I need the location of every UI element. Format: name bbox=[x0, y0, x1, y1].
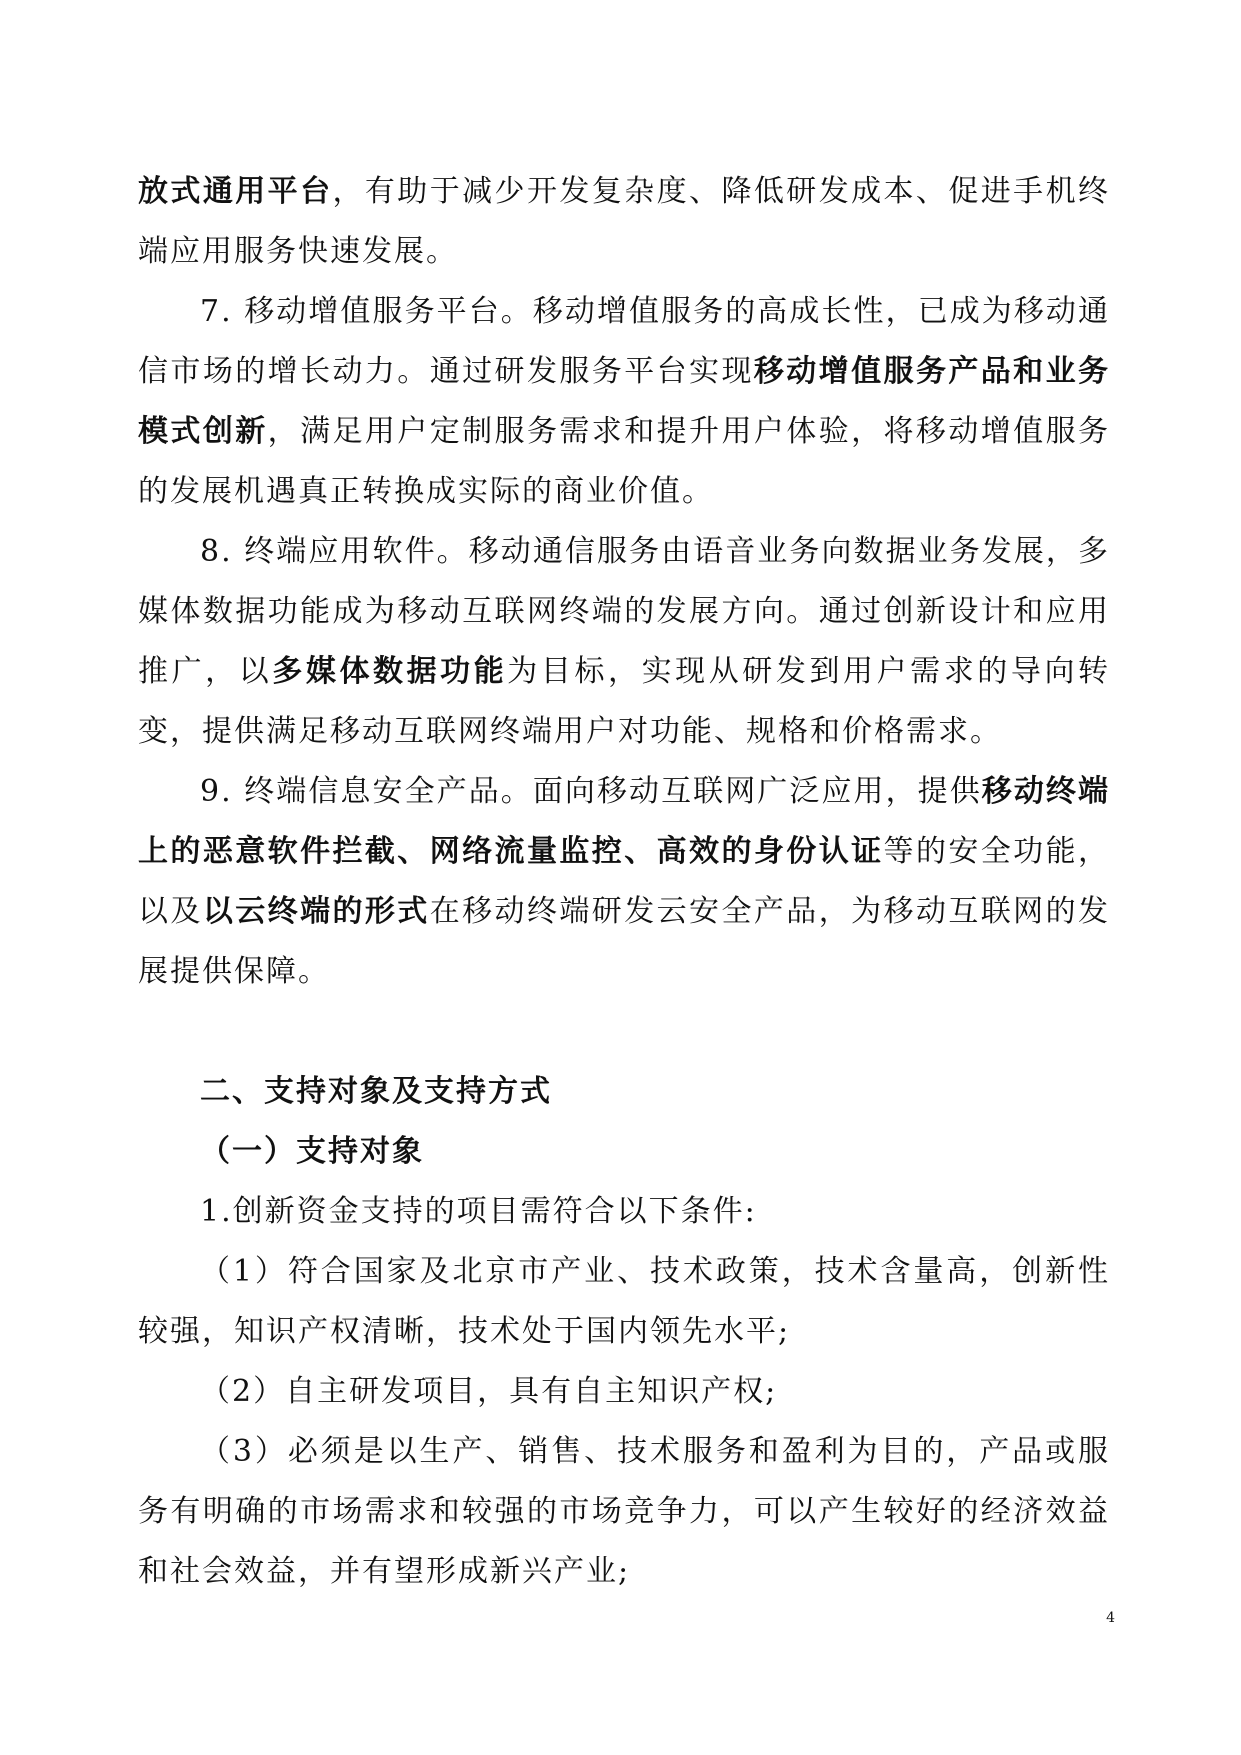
section-spacer bbox=[138, 1002, 1110, 1062]
body-text: 等的安全功能，以及 bbox=[138, 834, 1111, 929]
bold-text: 移动增值服务产品和业务模式创新 bbox=[138, 354, 1111, 449]
bold-text: 移动终端上的恶意软件拦截、网络流量监控、高效的身份认证 bbox=[138, 774, 1110, 869]
document-body bbox=[138, 162, 1110, 1602]
condition-item-2: （2）自主研发项目，具有自主知识产权; bbox=[200, 1374, 778, 1409]
paragraph-item-9 bbox=[138, 762, 1110, 1002]
body-text: 为目标，实现从研发到用户需求的导向转变，提供满足移动互联网终端用户对功能、规格和价格需求。 bbox=[138, 654, 1111, 749]
section-subheading: （一）支持对象 bbox=[200, 1134, 424, 1169]
body-text: 8. 终端应用软件。移动通信服务由语音业务向数据业务发展，多媒体数据功能成为移动互联网终端的发展方向。通过创新设计和应用推广，以 bbox=[138, 534, 1110, 689]
paragraph-item-7 bbox=[138, 282, 1110, 522]
paragraph-item-8 bbox=[138, 522, 1110, 762]
bold-text: 放式通用平台 bbox=[138, 174, 333, 209]
body-text: 9. 终端信息安全产品。面向移动互联网广泛应用，提供 bbox=[200, 774, 982, 809]
bold-text: 以云终端的形式 bbox=[202, 894, 430, 929]
section-heading: 二、支持对象及支持方式 bbox=[200, 1074, 552, 1109]
condition-item-3: （3）必须是以生产、销售、技术服务和盈利为目的，产品或服务有明确的市场需求和较强的市场竞争力，可以产生较好的经济效益和社会效益，并有望形成新兴产业; bbox=[138, 1434, 1110, 1589]
body-text: 7. 移动增值服务平台。移动增值服务的高成长性，已成为移动通信市场的增长动力。通过研发服务平台实现 bbox=[138, 294, 1110, 389]
bold-text: 多媒体数据功能 bbox=[272, 654, 508, 689]
body-text: 在移动终端研发云安全产品，为移动互联网的发展提供保障。 bbox=[138, 894, 1111, 989]
body-text: ，有助于减少开发复杂度、降低研发成本、促进手机终端应用服务快速发展。 bbox=[138, 174, 1111, 269]
page-number: 4 bbox=[1106, 1610, 1115, 1626]
conditions-intro: 1.创新资金支持的项目需符合以下条件: bbox=[200, 1194, 757, 1229]
body-text: ，满足用户定制服务需求和提升用户体验，将移动增值服务的发展机遇真正转换成实际的商业价值。 bbox=[138, 414, 1111, 509]
condition-item-1: （1）符合国家及北京市产业、技术政策，技术含量高，创新性较强，知识产权清晰，技术处于国内领先水平; bbox=[138, 1254, 1110, 1349]
paragraph-continuation bbox=[138, 162, 1110, 282]
